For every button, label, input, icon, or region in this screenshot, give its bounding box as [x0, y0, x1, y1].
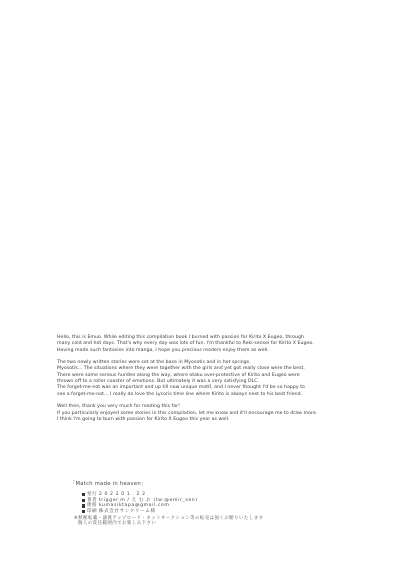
text-line: thrown off to a roller coaster of emotions. But ultimately it was a very satisfying DLC. — [57, 379, 260, 385]
text-line: Myosotis... The situations where they were together with the girls and yet got really close were the best. — [57, 366, 305, 372]
text-line: I think I'm going to burn with passion for Kirito X Eugeo this year as well. — [57, 416, 230, 422]
square-bullet-icon — [82, 510, 85, 513]
text-line: many cold and hot days. That's why every day was lots of fun. I'm thankful to Reki-sensei for Kirito X Eugeo. — [57, 341, 314, 347]
text-line: If you particularly enjoyed some stories in this compilation, let me know and it'll encourage me to draw more. — [57, 410, 318, 416]
text-line: Having made such fantasies into manga, I hope you precious readers enjoy them as well. — [57, 347, 269, 353]
text-line: The two newly written stories were set at the base in Myosotis and in hot springs. — [57, 360, 251, 366]
colophon-row-printer — [82, 509, 318, 515]
copyright-notice — [74, 516, 318, 527]
square-bullet-icon — [82, 499, 85, 502]
afterword-paragraph-2 — [57, 360, 392, 398]
colophon-value: 株式会社サンクリーム様 — [98, 508, 156, 514]
text-line: Well then, thank you very much for reading this far! — [57, 404, 181, 410]
square-bullet-icon — [82, 493, 85, 496]
colophon-value: kumasiktapa@gmail.com — [98, 503, 170, 509]
afterword-paragraph-1 — [57, 335, 392, 354]
text-line: Hello, this is Emuo. While editing this compilation book I burned with passion for Kirito X Eugeo, through — [57, 335, 305, 340]
text-line: The forget-me-not was an important and up till now unique motif, and I never thought I'd be so happy to — [57, 385, 305, 391]
colophon-label: 連絡 — [86, 503, 98, 509]
square-bullet-icon — [82, 504, 85, 507]
colophon-label: 印刷 — [86, 508, 98, 514]
notice-line: 個人の責任範囲内でお楽しみ下さい — [78, 521, 157, 527]
colophon-value: 2 0 2 2 0 1 . 2 2 — [98, 492, 146, 497]
afterword-paragraph-3 — [57, 404, 392, 423]
colophon — [68, 480, 318, 527]
text-line: see a forget-me-not... I really do love the Lycoris time line where Kirito is always next to his best friend. — [57, 391, 303, 397]
colophon-label: 発行 — [86, 492, 98, 497]
colophon-label: 著者 — [86, 497, 98, 503]
book-title: 「Match made in heaven」 — [70, 481, 147, 487]
text-line: There were some serious hurdles along the way, where otaku over-protective of Kirito and Eugeo were — [57, 372, 300, 378]
colophon-value: trigger.m / え む お (tw:@emir_sen) — [98, 497, 198, 503]
notice-line: ※無断転載・譲渡アップロード・ネットオークション等の転売は固くお断りいたします — [74, 515, 264, 521]
afterword-text — [57, 335, 392, 429]
